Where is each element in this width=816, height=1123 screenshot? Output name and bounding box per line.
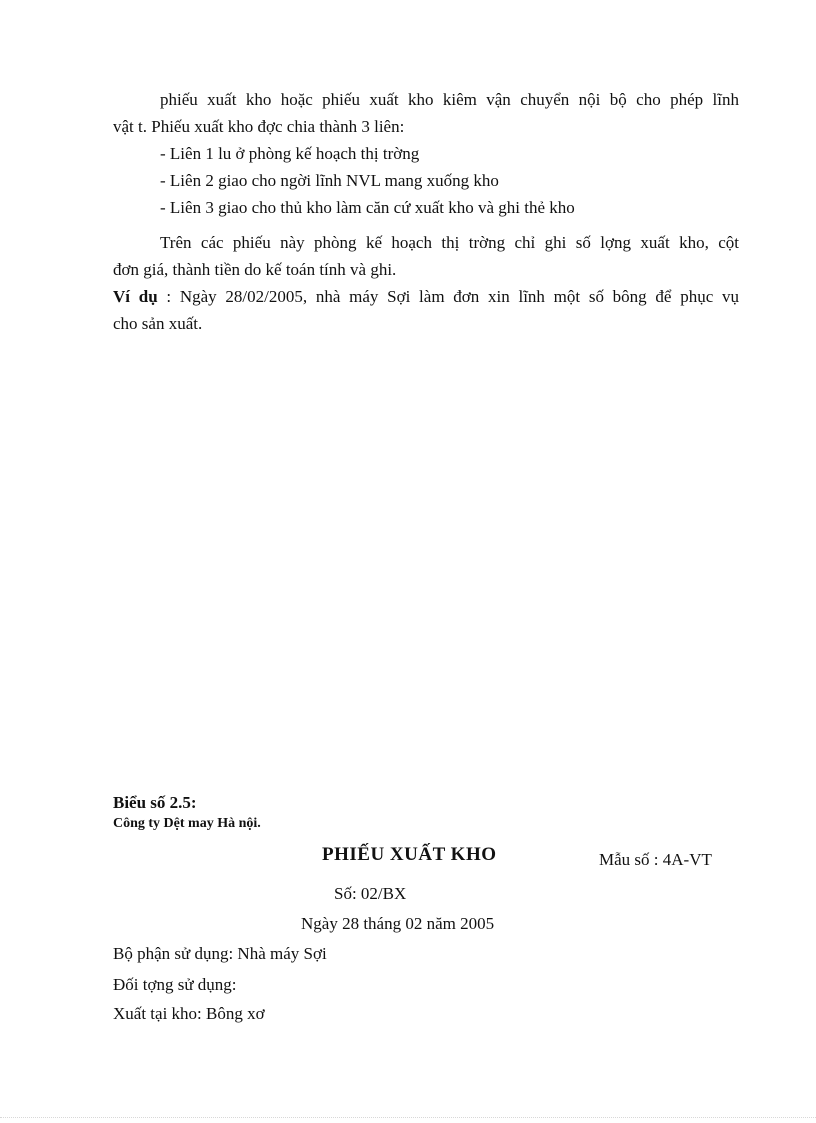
example-line-1 bbox=[113, 287, 739, 307]
warehouse-field: Xuất tại kho: Bông xơ bbox=[113, 1004, 265, 1023]
example-line-2: cho sản xuất. bbox=[113, 314, 203, 333]
paragraph-2-line-2: đơn giá, thành tiền do kế toán tính và ghi. bbox=[113, 260, 397, 279]
user-field: Đối tợng sử dụng: bbox=[113, 975, 237, 994]
list-item: - Liên 2 giao cho ngời lĩnh NVL mang xuống kho bbox=[160, 171, 499, 190]
paragraph-1-line-1: phiếu xuất kho hoặc phiếu xuất kho kiêm vận chuyển nội bộ cho phép lĩnh bbox=[160, 90, 739, 109]
form-caption: Biểu số 2.5: bbox=[113, 793, 197, 812]
paragraph-2-line-1: Trên các phiếu này phòng kế hoạch thị trờng chỉ ghi số lợng xuất kho, cột bbox=[160, 233, 739, 252]
list-item: - Liên 1 lu ở phòng kế hoạch thị trờng bbox=[160, 144, 420, 163]
example-label: Ví dụ bbox=[113, 287, 158, 306]
paragraph-1-line-2: vật t. Phiếu xuất kho đợc chia thành 3 liên: bbox=[113, 117, 405, 136]
page-edge-divider bbox=[0, 1117, 816, 1118]
example-text: : Ngày 28/02/2005, nhà máy Sợi làm đơn xin lĩnh một số bông để phục vụ bbox=[157, 287, 739, 306]
company-name: Công ty Dệt may Hà nội. bbox=[113, 816, 261, 831]
department-field: Bộ phận sử dụng: Nhà máy Sợi bbox=[113, 944, 327, 963]
form-title: PHIẾU XUẤT KHO bbox=[322, 844, 497, 865]
list-item: - Liên 3 giao cho thủ kho làm căn cứ xuất kho và ghi thẻ kho bbox=[160, 198, 575, 217]
voucher-number: Số: 02/BX bbox=[334, 884, 407, 903]
voucher-date: Ngày 28 tháng 02 năm 2005 bbox=[301, 914, 495, 933]
template-number: Mẫu số : 4A-VT bbox=[599, 850, 712, 869]
